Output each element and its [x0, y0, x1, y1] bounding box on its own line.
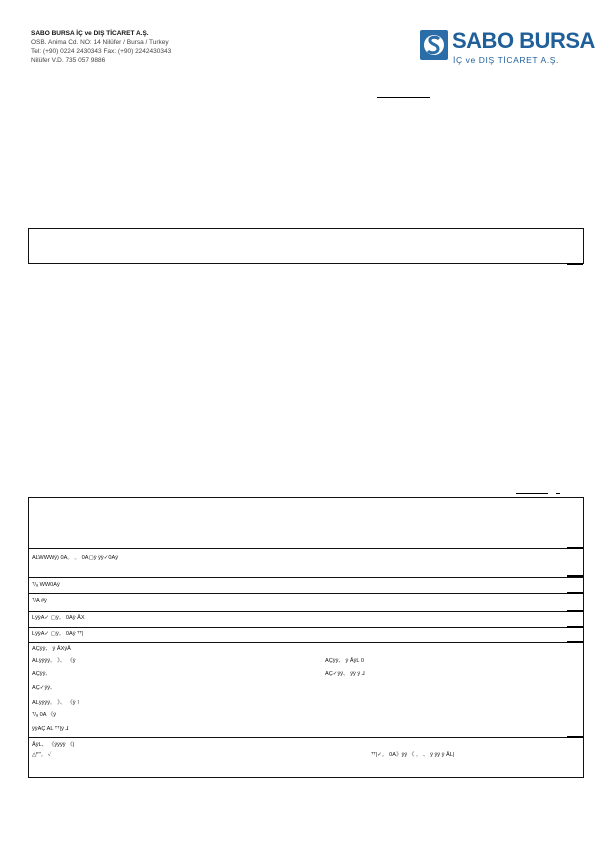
block2-left: ÅÿL、 《ÿÿÿÿ 《|: [32, 742, 75, 748]
header-underline: [377, 97, 430, 98]
form-row-label: LÿÿA✓ ▢ÿ。 0Aÿ ÅX: [32, 615, 85, 621]
block1-left: AÇÿÿ、: [32, 671, 51, 677]
row-corner: [567, 592, 583, 594]
form-row-label: ᵀ/A #ÿ: [32, 598, 47, 604]
block1-left: AÇ✓ÿÿ、: [32, 685, 56, 691]
info-box-corner: [567, 263, 583, 265]
logo-main-text: SABO BURSA: [452, 28, 595, 53]
row-corner: [567, 626, 583, 628]
company-logo: [420, 28, 595, 70]
block1-left: ÿÿAÇ AL ᵀᵀ|ÿ ⅃: [32, 726, 69, 732]
block1-right: AÇ✓ÿÿ、 ÿÿ ÿ ⅃: [325, 671, 365, 677]
form-row-label: LÿÿA✓ ▢ÿ。 0Aÿ ᵀᵀ|: [32, 631, 84, 637]
form-divider: [29, 593, 583, 594]
company-phone: Tel: (+90) 0224 2430343 Fax: (+90) 2242430343: [31, 48, 172, 55]
company-info: [31, 29, 171, 65]
form-row-label: ALWWWÿ) 0A。 。 0A▢ÿ ÿÿ✓0Aÿ: [32, 555, 119, 561]
row-corner: [567, 547, 583, 549]
row-corner: [567, 575, 583, 577]
form-underline: [516, 493, 548, 494]
block1-left: AÇÿÿ、 ÿ ÅXÿÅ: [32, 646, 71, 652]
block1-left: ᵀ/ₐ 0A 《ÿ: [32, 712, 57, 718]
form-divider: [29, 548, 583, 549]
row-corner: [567, 610, 583, 612]
company-name: SABO BURSA İÇ ve DIŞ TİCARET A.Ş.: [31, 30, 149, 37]
form-divider: [29, 737, 583, 738]
info-box: [28, 228, 584, 264]
form-divider: [29, 611, 583, 612]
block1-right: AÇÿÿ、 ÿ ÅÿL 0: [325, 658, 364, 664]
block1-left: ALÿÿÿÿ。 》、 《ÿ ˥: [32, 700, 80, 706]
block2-left: △ᴾ''。 ✓: [32, 752, 52, 758]
logo-sub-text: İÇ ve DIŞ TİCARET A.Ş.: [453, 55, 559, 65]
company-tax: Nilüfer V.D. 735 057 9886: [31, 57, 106, 64]
form-divider: [29, 577, 583, 578]
block2-right: ᵀᵀ|✓。 0A》ÿÿ 《 。 、 ÿ ÿÿ ÿ ÅL|: [371, 752, 455, 758]
form-row-label: ᵀ/ₐ WW0Aÿ: [32, 582, 60, 588]
logo-mark-icon: [420, 30, 448, 60]
form-divider: [29, 642, 583, 643]
company-address: OSB. Anima Cd. NO: 14 Nilüfer / Bursa / Turkey: [31, 39, 169, 46]
form-divider: [29, 627, 583, 628]
block1-left: ALÿÿÿÿ。 》、 《ÿ: [32, 658, 76, 664]
form-underline-mark: [556, 493, 560, 494]
row-corner: [567, 736, 583, 738]
form-table: [28, 497, 584, 778]
row-corner: [567, 641, 583, 643]
